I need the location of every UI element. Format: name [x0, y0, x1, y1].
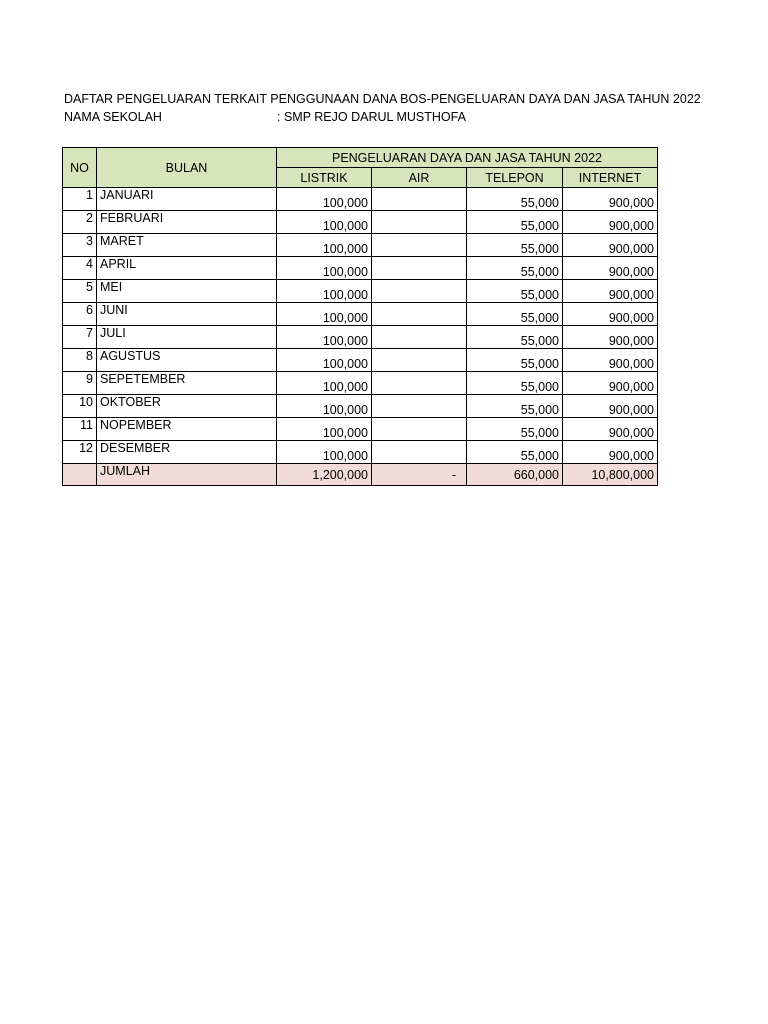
- cell-month: AGUSTUS: [97, 349, 277, 372]
- cell-telepon: 55,000: [467, 234, 563, 257]
- cell-internet: 900,000: [563, 418, 658, 441]
- cell-air: [372, 372, 467, 395]
- table-row: [63, 349, 658, 372]
- cell-month: JULI: [97, 326, 277, 349]
- table-row: [63, 395, 658, 418]
- cell-air: [372, 211, 467, 234]
- cell-no: 9: [63, 372, 97, 395]
- cell-listrik: 100,000: [277, 395, 372, 418]
- cell-telepon: 55,000: [467, 280, 563, 303]
- table-row: [63, 372, 658, 395]
- cell-listrik: 100,000: [277, 257, 372, 280]
- cell-listrik: 100,000: [277, 441, 372, 464]
- cell-listrik: 100,000: [277, 211, 372, 234]
- cell-internet: 900,000: [563, 188, 658, 211]
- table-row: [63, 188, 658, 211]
- cell-listrik: 100,000: [277, 418, 372, 441]
- cell-listrik: 100,000: [277, 372, 372, 395]
- table-row: [63, 211, 658, 234]
- cell-month: OKTOBER: [97, 395, 277, 418]
- cell-air: [372, 303, 467, 326]
- table-row: [63, 441, 658, 464]
- cell-month: APRIL: [97, 257, 277, 280]
- cell-telepon: 55,000: [467, 418, 563, 441]
- cell-air: [372, 257, 467, 280]
- cell-no: 7: [63, 326, 97, 349]
- cell-telepon: 55,000: [467, 326, 563, 349]
- table-row: [63, 257, 658, 280]
- cell-no: 11: [63, 418, 97, 441]
- school-value: : SMP REJO DARUL MUSTHOFA: [277, 110, 466, 124]
- col-header-listrik: LISTRIK: [277, 168, 372, 188]
- cell-no: 4: [63, 257, 97, 280]
- cell-telepon: 55,000: [467, 372, 563, 395]
- total-row: [63, 464, 658, 486]
- expense-table: [62, 147, 658, 486]
- cell-no: 12: [63, 441, 97, 464]
- cell-listrik: 100,000: [277, 326, 372, 349]
- cell-air: [372, 234, 467, 257]
- cell-no: 2: [63, 211, 97, 234]
- cell-telepon: 55,000: [467, 211, 563, 234]
- cell-internet: 900,000: [563, 395, 658, 418]
- cell-listrik: 100,000: [277, 303, 372, 326]
- table-header-row-1: [63, 148, 658, 168]
- table-body: [63, 188, 658, 486]
- cell-month: NOPEMBER: [97, 418, 277, 441]
- cell-telepon: 55,000: [467, 303, 563, 326]
- cell-air: [372, 395, 467, 418]
- cell-internet: 900,000: [563, 234, 658, 257]
- total-listrik: 1,200,000: [277, 464, 372, 486]
- total-label: JUMLAH: [97, 464, 277, 486]
- cell-internet: 900,000: [563, 280, 658, 303]
- cell-air: [372, 280, 467, 303]
- cell-month: DESEMBER: [97, 441, 277, 464]
- cell-internet: 900,000: [563, 257, 658, 280]
- total-telepon: 660,000: [467, 464, 563, 486]
- cell-no: 6: [63, 303, 97, 326]
- cell-internet: 900,000: [563, 211, 658, 234]
- cell-no: 3: [63, 234, 97, 257]
- cell-internet: 900,000: [563, 372, 658, 395]
- total-cell-no: [63, 464, 97, 486]
- cell-internet: 900,000: [563, 326, 658, 349]
- total-air: -: [372, 464, 467, 486]
- table-row: [63, 280, 658, 303]
- col-header-air: AIR: [372, 168, 467, 188]
- col-header-month: BULAN: [97, 148, 277, 188]
- col-header-no: NO: [63, 148, 97, 188]
- cell-no: 1: [63, 188, 97, 211]
- cell-telepon: 55,000: [467, 395, 563, 418]
- cell-month: SEPETEMBER: [97, 372, 277, 395]
- cell-no: 8: [63, 349, 97, 372]
- cell-internet: 900,000: [563, 441, 658, 464]
- total-internet: 10,800,000: [563, 464, 658, 486]
- cell-internet: 900,000: [563, 349, 658, 372]
- table-row: [63, 234, 658, 257]
- school-line: [64, 110, 466, 124]
- cell-air: [372, 441, 467, 464]
- cell-telepon: 55,000: [467, 257, 563, 280]
- cell-month: JUNI: [97, 303, 277, 326]
- col-header-telepon: TELEPON: [467, 168, 563, 188]
- cell-month: MEI: [97, 280, 277, 303]
- cell-no: 5: [63, 280, 97, 303]
- document-title: DAFTAR PENGELUARAN TERKAIT PENGGUNAAN DANA BOS-PENGELUARAN DAYA DAN JASA TAHUN 2022: [64, 92, 701, 106]
- cell-listrik: 100,000: [277, 188, 372, 211]
- school-label: NAMA SEKOLAH: [64, 110, 162, 124]
- table-row: [63, 326, 658, 349]
- cell-month: MARET: [97, 234, 277, 257]
- table-row: [63, 303, 658, 326]
- table-row: [63, 418, 658, 441]
- cell-listrik: 100,000: [277, 280, 372, 303]
- col-header-group: PENGELUARAN DAYA DAN JASA TAHUN 2022: [277, 148, 658, 168]
- cell-air: [372, 349, 467, 372]
- cell-listrik: 100,000: [277, 349, 372, 372]
- col-header-internet: INTERNET: [563, 168, 658, 188]
- cell-month: FEBRUARI: [97, 211, 277, 234]
- cell-internet: 900,000: [563, 303, 658, 326]
- cell-no: 10: [63, 395, 97, 418]
- cell-listrik: 100,000: [277, 234, 372, 257]
- cell-air: [372, 326, 467, 349]
- cell-telepon: 55,000: [467, 188, 563, 211]
- cell-air: [372, 188, 467, 211]
- cell-month: JANUARI: [97, 188, 277, 211]
- cell-telepon: 55,000: [467, 441, 563, 464]
- cell-air: [372, 418, 467, 441]
- cell-telepon: 55,000: [467, 349, 563, 372]
